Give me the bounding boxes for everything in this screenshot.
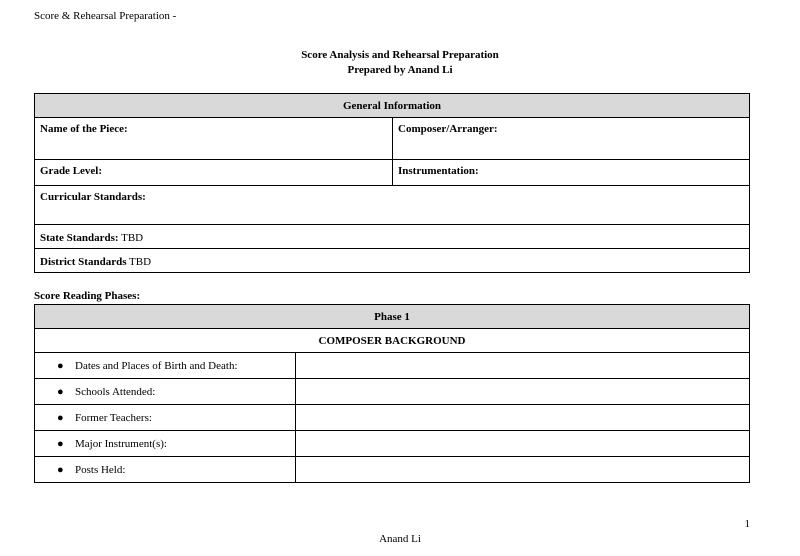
title-line-1: Score Analysis and Rehearsal Preparation bbox=[301, 49, 499, 61]
table-row bbox=[35, 379, 750, 405]
running-header: Score & Rehearsal Preparation - bbox=[34, 10, 177, 22]
district-standards-cell bbox=[35, 249, 750, 273]
page-number: 1 bbox=[744, 518, 750, 530]
bullet-item: ● Former Teachers: bbox=[35, 405, 296, 431]
answer-cell bbox=[296, 431, 750, 457]
answer-cell bbox=[296, 405, 750, 431]
general-information-table bbox=[34, 93, 750, 273]
bullet-item: ● Major Instrument(s): bbox=[35, 431, 296, 457]
instrumentation-cell: Instrumentation: bbox=[393, 160, 750, 186]
state-standards-value: TBD bbox=[118, 232, 144, 244]
district-standards-value: TBD bbox=[126, 256, 152, 268]
table-row bbox=[35, 431, 750, 457]
state-standards-cell bbox=[35, 225, 750, 249]
footer-author: Anand Li bbox=[379, 533, 421, 545]
table-row bbox=[35, 353, 750, 379]
bullet-item: ● Schools Attended: bbox=[35, 379, 296, 405]
phase-table bbox=[34, 304, 750, 483]
general-information-heading: General Information bbox=[35, 94, 750, 118]
document-title bbox=[0, 48, 800, 78]
answer-cell bbox=[296, 353, 750, 379]
piece-name-cell: Name of the Piece: bbox=[35, 118, 393, 160]
composer-cell: Composer/Arranger: bbox=[393, 118, 750, 160]
phase-heading: Phase 1 bbox=[35, 305, 750, 329]
answer-cell bbox=[296, 379, 750, 405]
curricular-standards-cell: Curricular Standards: bbox=[35, 186, 750, 225]
table-row bbox=[35, 405, 750, 431]
title-line-2: Prepared by Anand Li bbox=[347, 64, 453, 76]
state-standards-label: State Standards: bbox=[40, 232, 119, 244]
district-standards-label: District Standards bbox=[40, 256, 127, 268]
bullet-item: ● Posts Held: bbox=[35, 457, 296, 483]
bullet-item: ● Dates and Places of Birth and Death: bbox=[35, 353, 296, 379]
composer-background-heading: COMPOSER BACKGROUND bbox=[35, 329, 750, 353]
score-reading-label: Score Reading Phases: bbox=[34, 290, 141, 302]
table-row bbox=[35, 457, 750, 483]
grade-level-cell: Grade Level: bbox=[35, 160, 393, 186]
answer-cell bbox=[296, 457, 750, 483]
